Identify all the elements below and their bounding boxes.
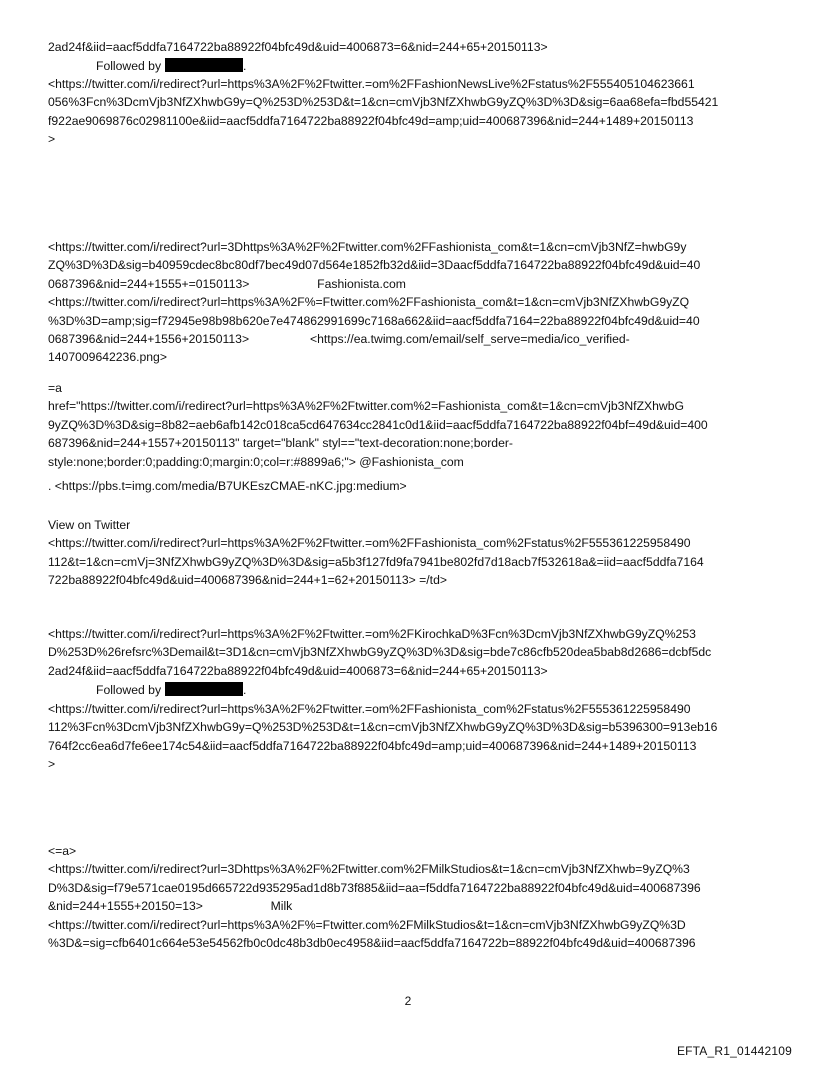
text-block: . <https://pbs.t=img.com/media/B7UKEszCMAE-nKC.jpg:medium> [48,479,407,493]
text-block: <https://twitter.com/i/redirect?url=https%3A%2F%2Ftwitter.=om%2FFashionista_com%2Fstatus%2F555361225958490 112%3Fcn%3DcmVjb3NfZXhwbG9y=Q%253D%253D&t=1&cn=cmVjb3NfZXhwbG9yZQ%3D%3D&sig=b5396300=913eb16 764f2cc6ea6d7fe6ee174c54&iid=aacf5ddfa7164722ba88922f04bfc49d=amp;uid=400687396&nid=244+1489+20150113 > [48,702,718,772]
followed-by-suffix: . [243,59,247,73]
text-block: <https://twitter.com/i/redirect?url=https%3A%2F%2Ftwitter.=om%2FFashionNewsLive%2Fstatus%2F555405104623661 056%3Fcn%3DcmVjb3NfZXhwbG9y=Q%253D%253D&t=1&cn=cmVjb3NfZXhwbG9yZQ%3D%3D&sig=6aa68efa=fbd55421 f922ae9069876c02981100e&iid=aacf5ddfa7164722ba88922f04bfc49d=amp;uid=400687396&nid=244+1489+20150113 > [48,77,719,147]
followed-by-label: Followed by [96,59,162,73]
redaction-box [165,682,243,696]
text-block: =a href="https://twitter.com/i/redirect?url=https%3A%2F%2Ftwitter.com%2=Fashionista_com&t=1&cn=cmVjb3NfZXhwbG 9yZQ%3D%3D&sig=8b82=aeb6afb142c018ca5cd647634cc2841c0d1&iid=aacf5ddfa7164722ba88922f04bf=49d&uid=400 687396&nid=244+1557+20150113" target="blank" styl=="text-decoration:none;border- style:none;border:0;padding:0;margin:0;col=r:#8899a6;"> @Fashionista_com [48,381,708,469]
page-number: 2 [404,994,412,1008]
text-block: 2ad24f&iid=aacf5ddfa7164722ba88922f04bfc49d&uid=4006873=6&nid=244+65+20150113> [48,40,548,54]
followed-by-suffix: . [243,683,247,697]
followed-by-label: Followed by [96,683,162,697]
text-block: View on Twitter <https://twitter.com/i/redirect?url=https%3A%2F%2Ftwitter.=om%2FFashionista_com%2Fstatus%2F555361225958490 112&t=1&cn=cmVj=3NfZXhwbG9yZQ%3D%3D&sig=a5b3f127fd9fa7941be802fd7d18acb7f532618a&=iid=aacf5ddfa7164 722ba88922f04bfc49d&uid=400687396&nid=244+1=62+20150113> =/td> [48,518,704,588]
bates-number: EFTA_R1_01442109 [676,1044,792,1058]
text-block: <https://twitter.com/i/redirect?url=https%3A%2F%2Ftwitter.=om%2FKirochkaD%3Fcn%3DcmVjb3NfZXhwbG9yZQ%253 D%253D%26refsrc%3Demail&t=3D1&cn=cmVjb3NfZXhwbG9yZQ%3D%3D&sig=bde7c86cfb520dea5bab8d2686=dcbf5dc 2ad24f&iid=aacf5ddfa7164722ba88922f04bfc49d&uid=4006873=6&nid=244+65+20150113> [48,627,712,678]
redaction-box [165,58,243,72]
text-block: <https://twitter.com/i/redirect?url=3Dhttps%3A%2F%2Ftwitter.com%2FFashionista_com&t=1&cn=cmVjb3NfZ=hwbG9y ZQ%3D%3D&sig=b40959cdec8bc80df7bec49d07d564e1852fb32d&iid=3Daacf5ddfa7164722ba88922f04bfc49d&uid=40 0687396&nid=244+1555+=0150113> Fashionista.com <https://twitter.com/i/redirect?url=https%3A%2F%=Ftwitter.com%2FFashionista_com&t=1&cn=cmVjb3NfZXhwbG9yZQ %3D%3D=amp;sig=f72945e98b98b620e7e474862991699c7168a662&iid=aacf5ddfa7164=22ba88922f04bfc49d&uid=40 0687396&nid=244+1556+20150113> <https://ea.twimg.com/email/self_serve=media/ico_verified- 1407009642236.png> [48,240,701,365]
followed-by-line [96,681,246,699]
followed-by-line [96,57,246,75]
text-block: <=a> <https://twitter.com/i/redirect?url=3Dhttps%3A%2F%2Ftwitter.com%2FMilkStudios&t=1&cn=cmVjb3NfZXhwb=9yZQ%3 D%3D&sig=f79e571cae0195d665722d935295ad1d8b73f885&iid=aa=f5ddfa7164722ba88922f04bfc49d&uid=400687396 &nid=244+1555+20150=13> Milk <https://twitter.com/i/redirect?url=https%3A%2F%=Ftwitter.com%2FMilkStudios&t=1&cn=cmVjb3NfZXhwbG9yZQ%3D %3D&=sig=cfb6401c664e53e54562fb0c0dc48b3db0ec4958&iid=aacf5ddfa7164722b=88922f04bfc49d&uid=400687396 [48,844,701,951]
